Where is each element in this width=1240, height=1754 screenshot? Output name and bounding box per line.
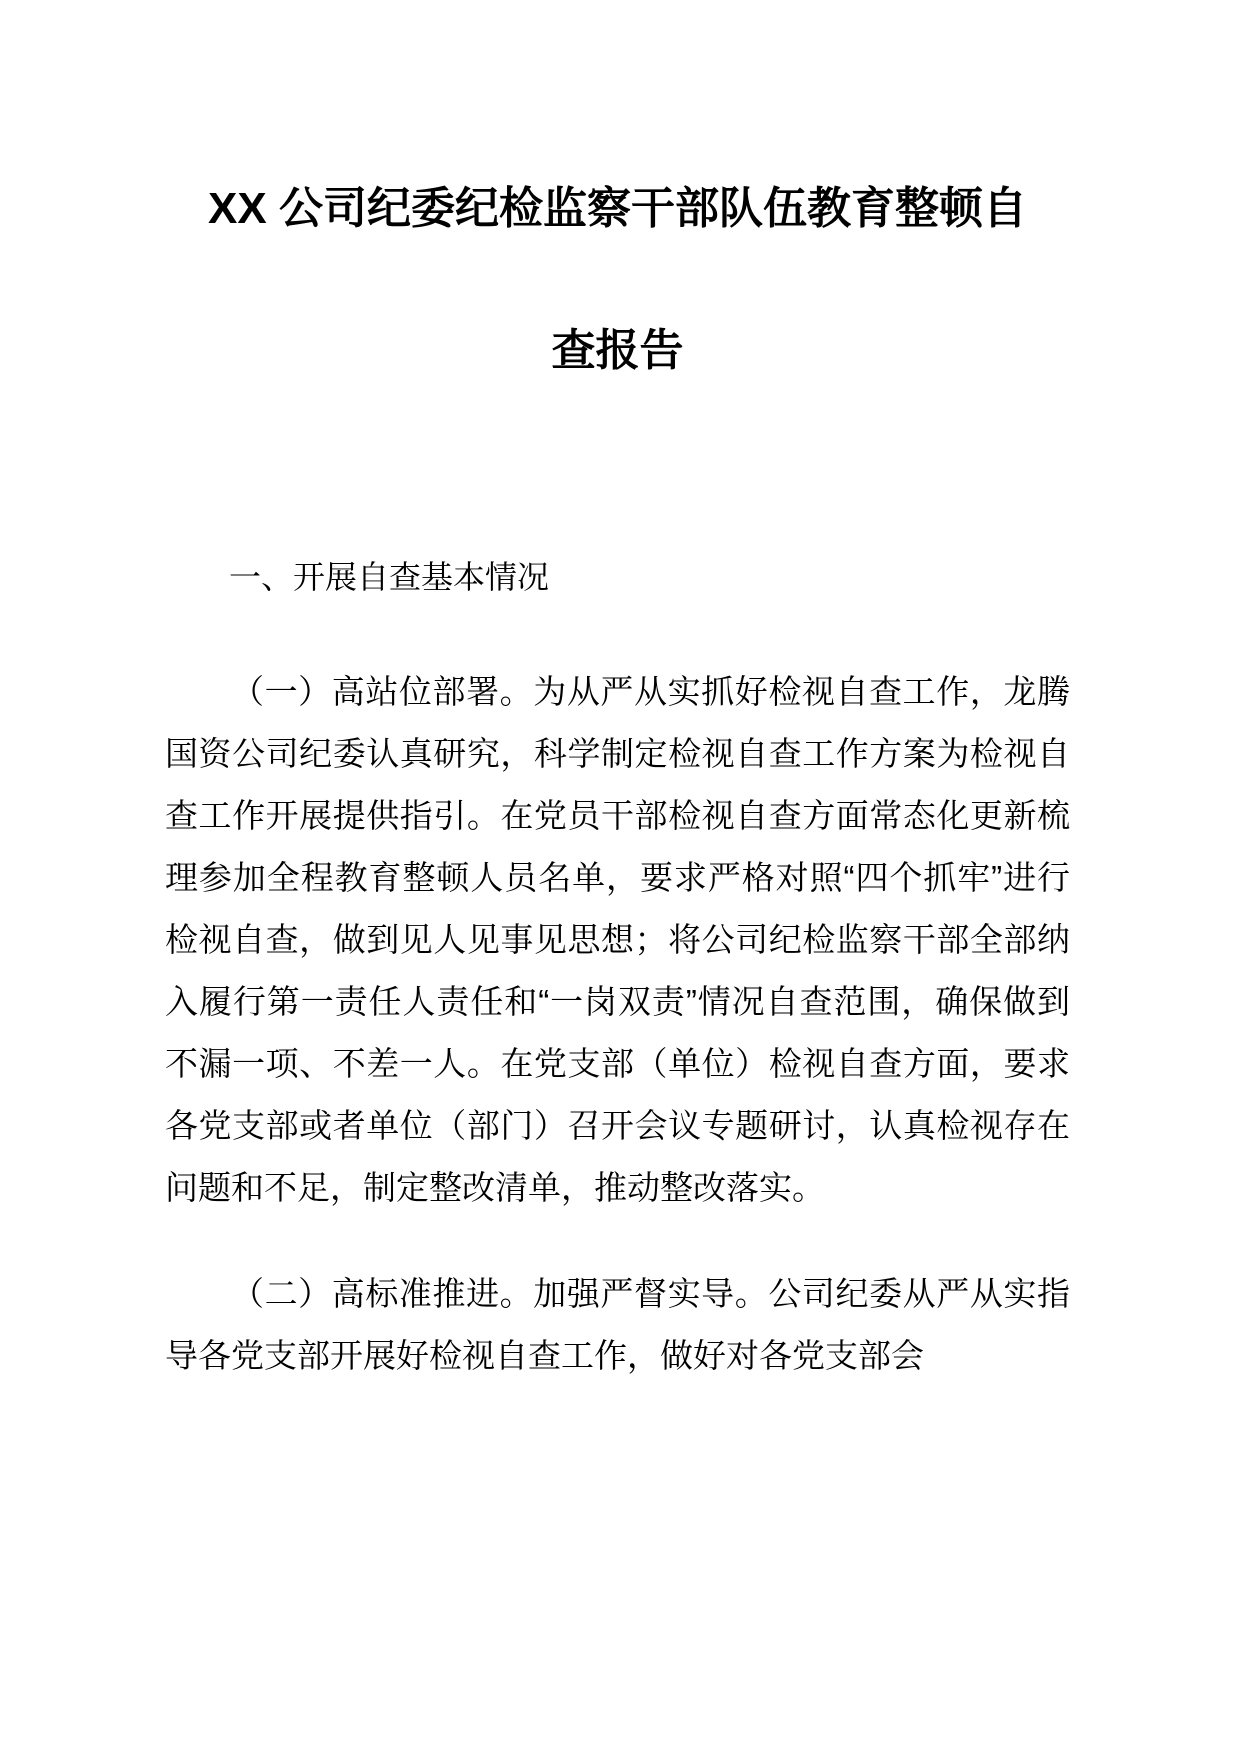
paragraph-2: （二）高标准推进。加强严督实导。公司纪委从严从实指导各党支部开展好检视自查工作，做好对各党支部会 (165, 1275, 1070, 1374)
paragraph-1: （一）高站位部署。为从严从实抓好检视自查工作，龙腾国资公司纪委认真研究，科学制定检视自查工作方案为检视自查工作开展提供指引。在党员干部检视自查方面常态化更新梳理参加全程教育整顿人员名单，要求严格对照“四个抓牢”进行检视自查，做到见人见事见思想；将公司纪检监察干部全部纳入履行第一责任人责任和“一岗双责”情况自查范围，确保做到不漏一项、不差一人。在党支部（单位）检视自查方面，要求各党支部或者单位（部门）召开会议专题研讨，认真检视存在问题和不足，制定整改清单，推动整改落实。 (165, 673, 1070, 1206)
document-title (165, 185, 1070, 375)
section-heading: 一、开展自查基本情况 (229, 559, 550, 595)
title-line-2: 查报告 (551, 326, 684, 375)
title-line-1: XX 公司纪委纪检监察干部队伍教育整顿自 (208, 184, 1027, 233)
